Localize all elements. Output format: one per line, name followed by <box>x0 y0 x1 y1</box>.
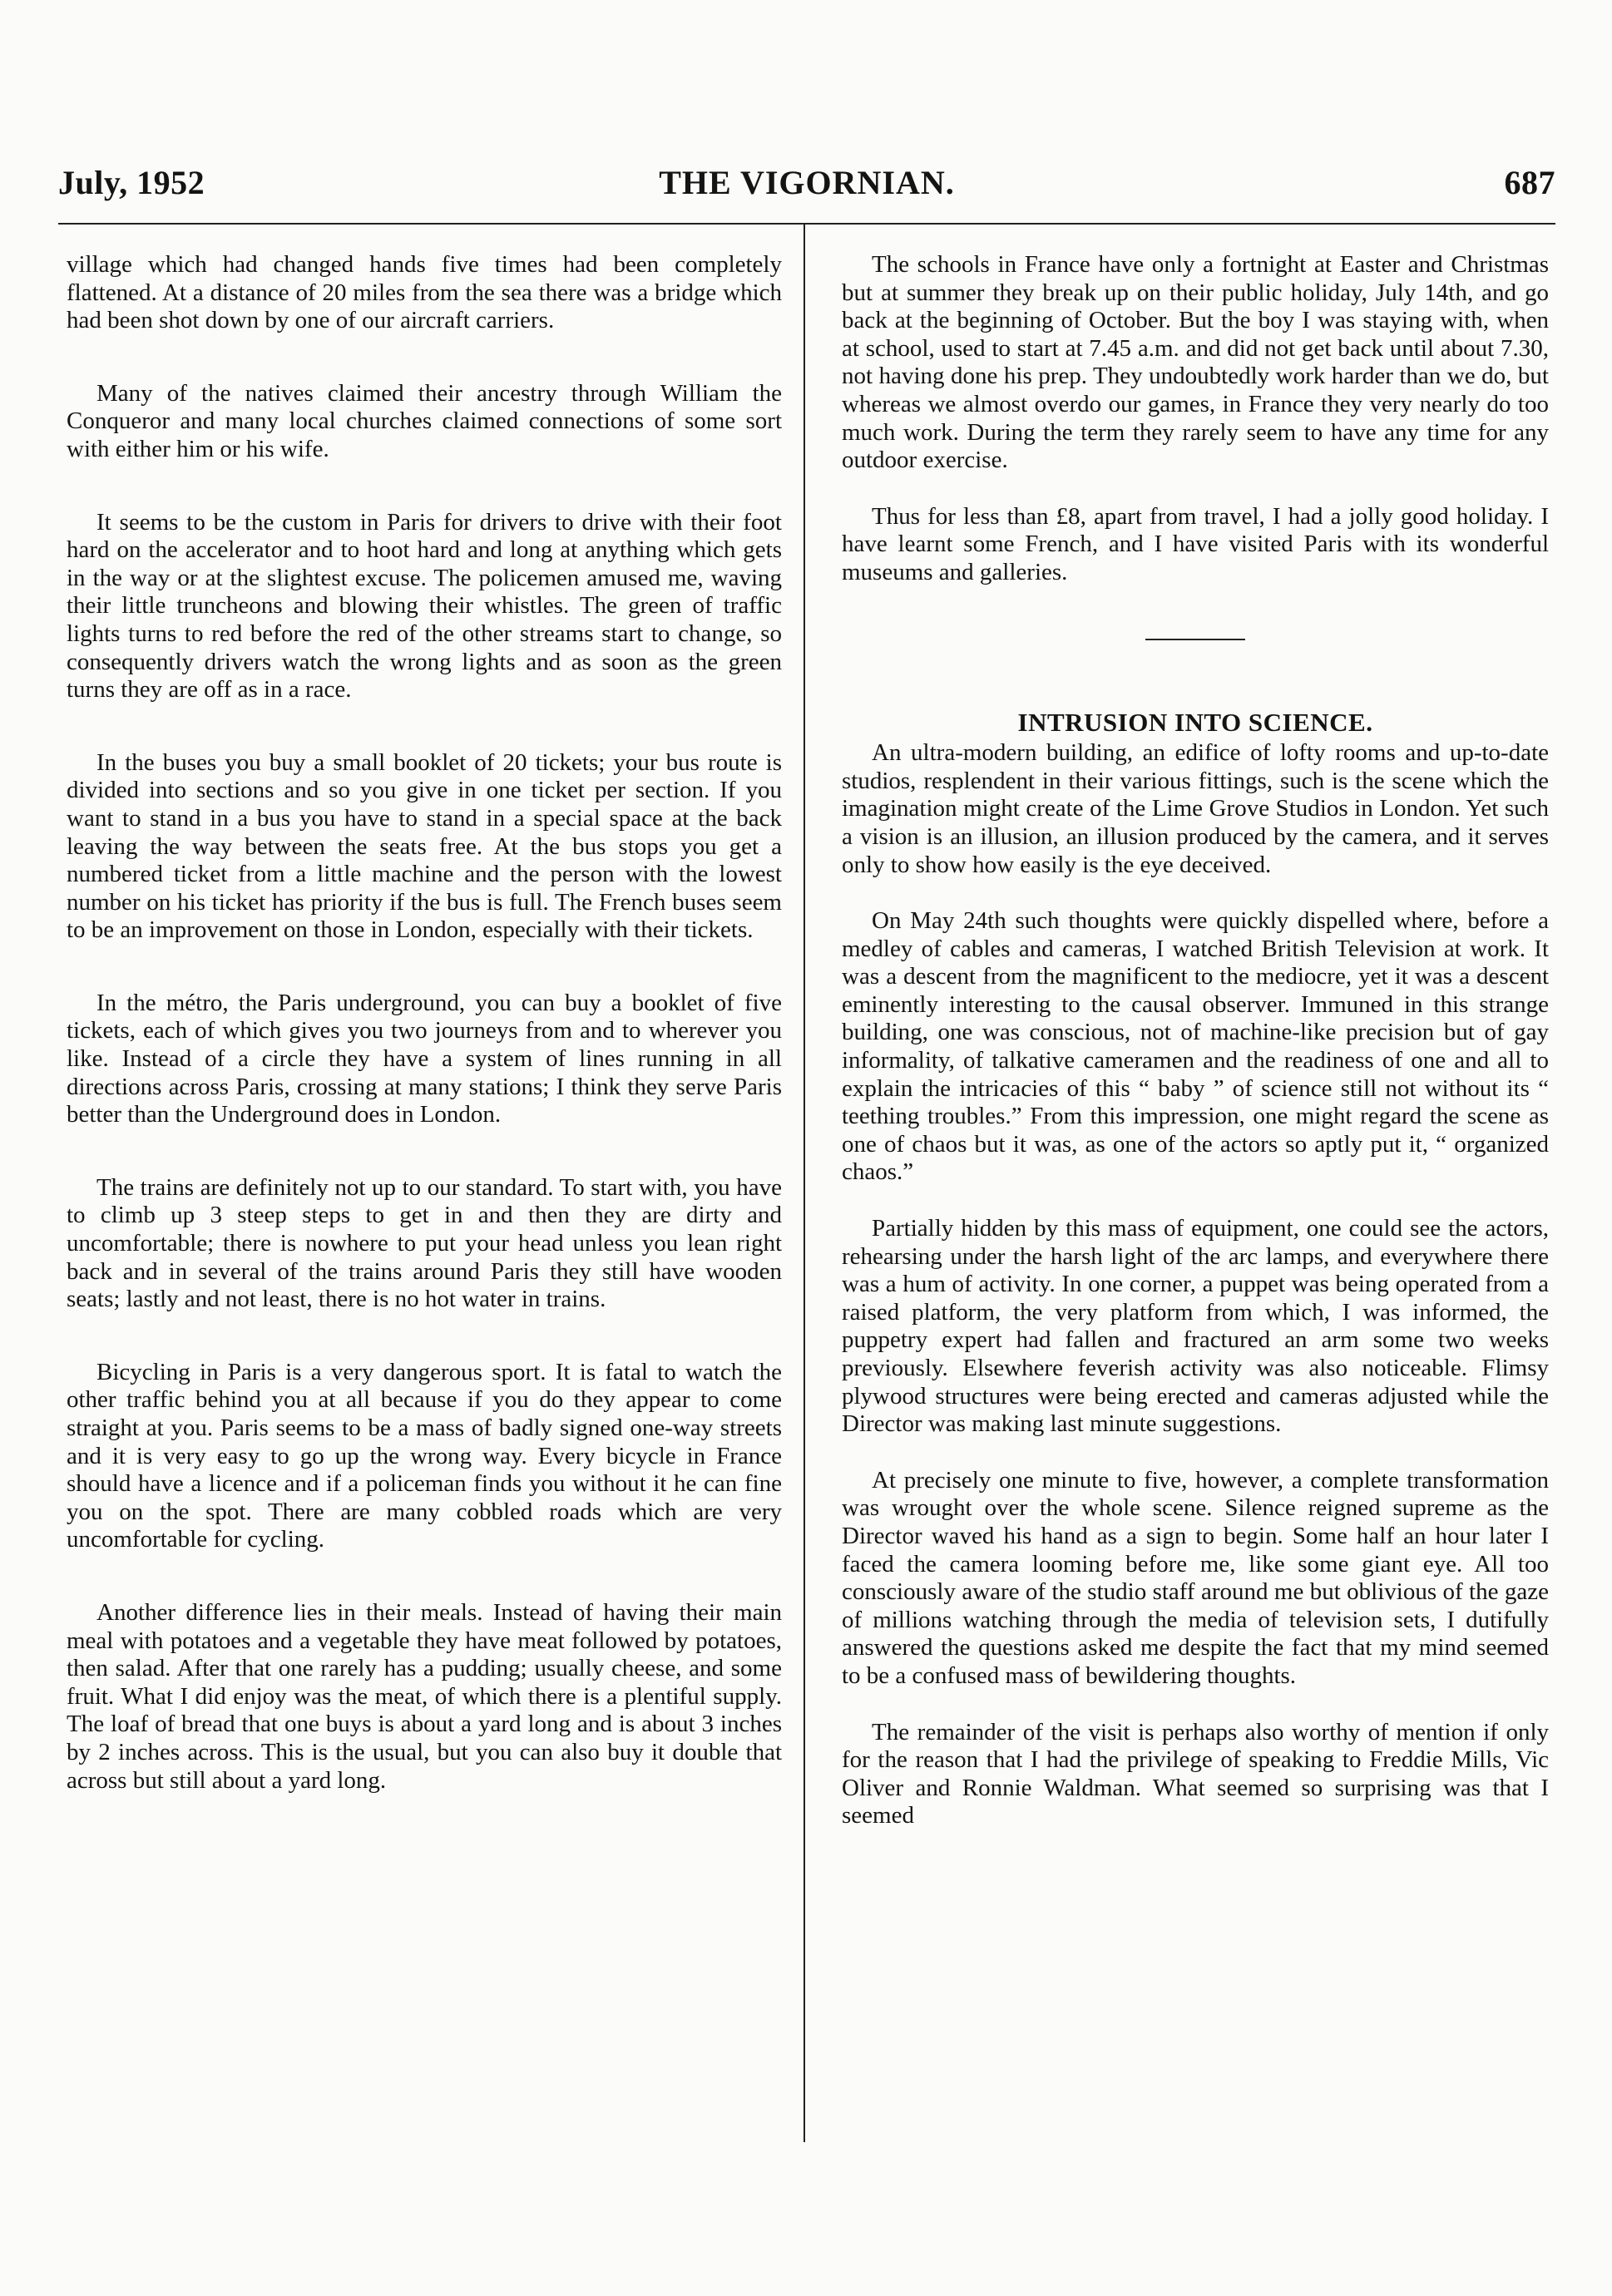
paragraph: On May 24th such thoughts were quickly dispelled where, before a medley of cables and cameras, I watched British Television at work. It was a descent from the magnificent to the mediocre, yet it was a descent eminently interesting to the causal observer. Immuned in this strange building, one was conscious, not of machine-like precision but of gay informality, of talkative cameramen and the readiness of one and all to explain the intricacies of this “ baby ” of science still not without its “ teething troubles.” From this impression, one might regard the scene as one of chaos but it was, as one of the actors so aptly put it, “ organized chaos.” <box>842 907 1549 1186</box>
paragraph: Many of the natives claimed their ancestry through William the Conqueror and many local churches claimed connections of some sort with either him or his wife. <box>67 379 782 462</box>
paragraph: Bicycling in Paris is a very dangerous sport. It is fatal to watch the other traffic behind you at all because if you do they appear to come straight at you. Paris seems to be a mass of badly signed one-way streets and it is very easy to go up the wrong way. Every bicycle in France should have a licence and if a policeman finds you without it he can fine you on the spot. There are many cobbled roads which are very uncomfortable for cycling. <box>67 1358 782 1553</box>
paragraph: In the buses you buy a small booklet of 20 tickets; your bus route is divided into sections and so you give in one ticket per section. If you want to stand in a bus you have to stand in a special space at the back leaving the way between the seats free. At the bus stops you get a numbered ticket from a little machine and the person with the lowest number on his ticket has priority if the bus is full. The French buses seem to be an improvement on those in London, especially with their tickets. <box>67 748 782 944</box>
paragraph: village which had changed hands five times had been completely flattened. At a distance of 20 miles from the sea there was a bridge which had been shot down by one of our aircraft carriers. <box>67 251 782 334</box>
publication-title: THE VIGORNIAN. <box>659 164 955 201</box>
section-divider <box>1145 639 1245 640</box>
paragraph: In the métro, the Paris underground, you can buy a booklet of five tickets, each of which gives you two journeys from and to wherever you like. Instead of a circle they have a system of lines running in all directions across Paris, crossing at many stations; I think they serve Paris better than the Underground does in London. <box>67 989 782 1128</box>
page-header <box>58 163 1555 221</box>
right-column <box>842 251 1549 1830</box>
paragraph: The remainder of the visit is perhaps also worthy of mention if only for the reason that I had the privilege of speaking to Freddie Mills, Vic Oliver and Ronnie Waldman. What seemed so surprising was that I seemed <box>842 1718 1549 1829</box>
column-divider <box>804 225 805 2142</box>
issue-date: July, 1952 <box>58 164 205 201</box>
paragraph: At precisely one minute to five, however, a complete transformation was wrought over the whole scene. Silence reigned supreme as the Director waved his hand as a sign to begin. Some half an hour later I faced the camera looming before me, like some giant eye. All too consciously aware of the studio staff around me but oblivious of the gaze of millions watching through the media of television sets, I dutifully answered the questions asked me despite the fact that my mind seemed to be a confused mass of bewildering thoughts. <box>842 1466 1549 1689</box>
paragraph: The schools in France have only a fortnight at Easter and Christmas but at summer they break up on their public holiday, July 14th, and go back at the beginning of October. But the boy I was staying with, when at school, used to start at 7.45 a.m. and did not get back until about 7.30, not having done his prep. They undoubtedly work harder than we do, but whereas we almost overdo our games, in France they very nearly do too much work. During the term they rarely seem to have any time for any outdoor exercise. <box>842 251 1549 474</box>
section-heading: INTRUSION INTO SCIENCE. <box>1017 707 1373 737</box>
page-number: 687 <box>1504 164 1555 201</box>
paragraph: Partially hidden by this mass of equipment, one could see the actors, rehearsing under the harsh light of the arc lamps, and everywhere there was a hum of activity. In one corner, a puppet was being operated from a raised platform, the very platform from which, I was informed, the puppetry expert had fallen and fractured an arm some two weeks previously. Elsewhere feverish activity was also noticeable. Flimsy plywood structures were being erected and cameras adjusted while the Director was making last minute suggestions. <box>842 1215 1549 1438</box>
header-rule <box>58 223 1555 225</box>
paragraph: Thus for less than £8, apart from travel, I had a jolly good holiday. I have learnt some French, and I have visited Paris with its wonderful museums and galleries. <box>842 502 1549 585</box>
paragraph: Another difference lies in their meals. Instead of having their main meal with potatoes and a vegetable they have meat followed by potatoes, then salad. After that one rarely has a pudding; usually cheese, and some fruit. What I did enjoy was the meat, of which there is a plentiful supply. The loaf of bread that one buys is about a yard long and is about 3 inches by 2 inches across. This is the usual, but you can also buy it double that across but still about a yard long. <box>67 1598 782 1794</box>
left-column <box>67 251 782 1795</box>
paragraph: The trains are definitely not up to our standard. To start with, you have to climb up 3 steep steps to get in and then they are dirty and uncomfortable; there is nowhere to put your head unless you lean right back and in several of the trains around Paris they still have wooden seats; lastly and not least, there is no hot water in trains. <box>67 1173 782 1313</box>
paragraph: It seems to be the custom in Paris for drivers to drive with their foot hard on the accelerator and to hoot hard and long at anything which gets in the way or at the slightest excuse. The policemen amused me, waving their little truncheons and blowing their whistles. The green of traffic lights turns to red before the red of the other streams start to change, so consequently drivers watch the wrong lights and as soon as the green turns they are off as in a race. <box>67 508 782 704</box>
paragraph: An ultra-modern building, an edifice of lofty rooms and up-to-date studios, resplendent in their various fittings, such is the scene which the imagination might create of the Lime Grove Studios in London. Yet such a vision is an illusion, an illusion produced by the camera, and it serves only to show how easily is the eye deceived. <box>842 739 1549 878</box>
